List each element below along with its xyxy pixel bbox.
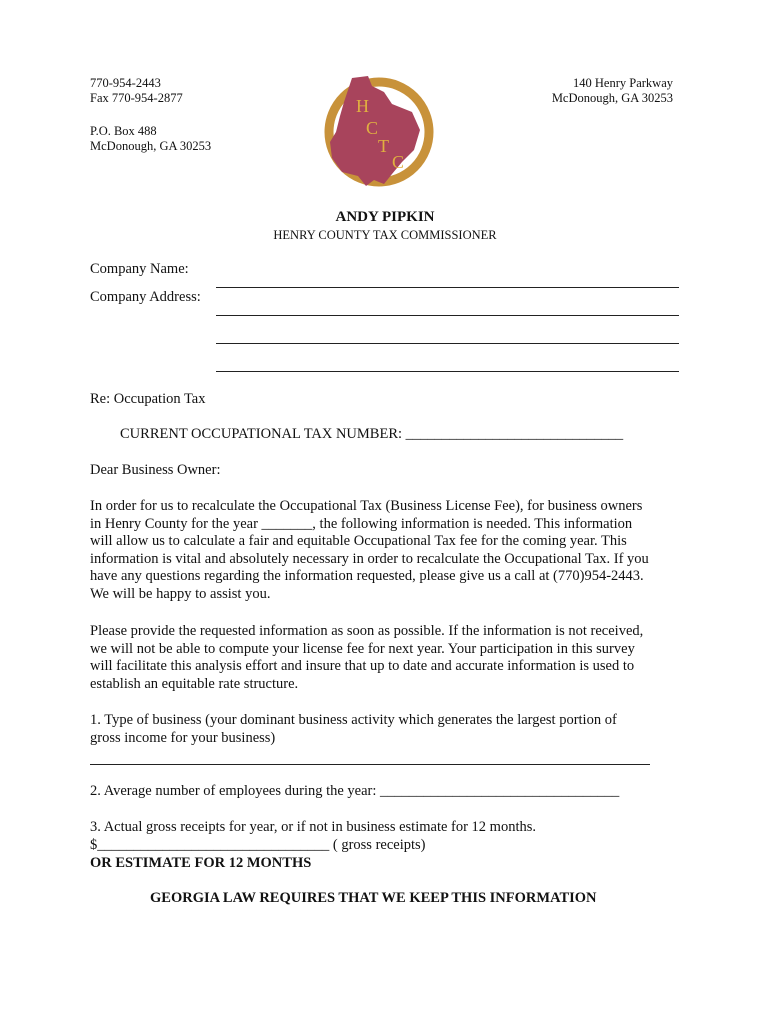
body-paragraph-1: In order for us to recalculate the Occupational Tax (Business License Fee), for business owners in Henry County for the year _______, the following information is needed. This information will allow us to calculate a fair and equitable Occupational Tax fee for the coming year. This information is vital and absolutely necessary in order to recalculate the Occupational Tax. If you have any questions regarding the information requested, please give us a call at (770)954-2443. We will be happy to assist you.: [90, 498, 649, 602]
re-line: Re: Occupation Tax: [90, 391, 206, 407]
street-city: McDonough, GA 30253: [551, 91, 673, 105]
company-address-field-line3[interactable]: [216, 371, 679, 372]
phone-number: 770-954-2443: [90, 76, 161, 90]
body-paragraph-2: Please provide the requested information as soon as possible. If the information is not received, we will not be able to compute your license fee for next year. Your participation in this survey will facilitate this analysis effort and insure that up to date and accurate information is used to establish an equitable rate structure.: [90, 623, 644, 692]
fax-number: Fax 770-954-2877: [90, 91, 183, 105]
company-address-field-line1[interactable]: [216, 315, 679, 316]
po-box: P.O. Box 488: [90, 124, 157, 138]
estimate-note: OR ESTIMATE FOR 12 MONTHS: [90, 855, 312, 871]
logo-letter: C: [392, 152, 405, 172]
question-type-of-business: 1. Type of business (your dominant business activity which generates the largest portion of gross income for your business): [90, 712, 617, 746]
gross-receipts-field[interactable]: $________________________________ ( gross receipts): [90, 837, 426, 853]
commissioner-office: HENRY COUNTY TAX COMMISSIONER: [273, 228, 497, 242]
company-address-field-line2[interactable]: [216, 343, 679, 344]
company-address-label: Company Address:: [90, 289, 201, 305]
po-city: McDonough, GA 30253: [90, 139, 212, 153]
type-of-business-field[interactable]: [90, 764, 650, 765]
question-employees-field[interactable]: 2. Average number of employees during the year: _________________________________: [90, 783, 620, 799]
logo-letter: C: [366, 118, 379, 138]
georgia-law-notice: GEORGIA LAW REQUIRES THAT WE KEEP THIS INFORMATION: [150, 890, 597, 906]
salutation: Dear Business Owner:: [90, 462, 221, 478]
street-address: 140 Henry Parkway: [573, 76, 673, 90]
logo-letter: T: [378, 136, 389, 156]
county-seal-logo: [322, 72, 436, 192]
current-tax-number-field[interactable]: CURRENT OCCUPATIONAL TAX NUMBER: ______________________________: [120, 426, 624, 442]
company-name-label: Company Name:: [90, 261, 189, 277]
commissioner-name: ANDY PIPKIN: [335, 209, 435, 225]
company-name-field[interactable]: [216, 287, 679, 288]
question-gross-receipts: 3. Actual gross receipts for year, or if not in business estimate for 12 months.: [90, 819, 537, 835]
logo-letter: H: [356, 96, 369, 116]
